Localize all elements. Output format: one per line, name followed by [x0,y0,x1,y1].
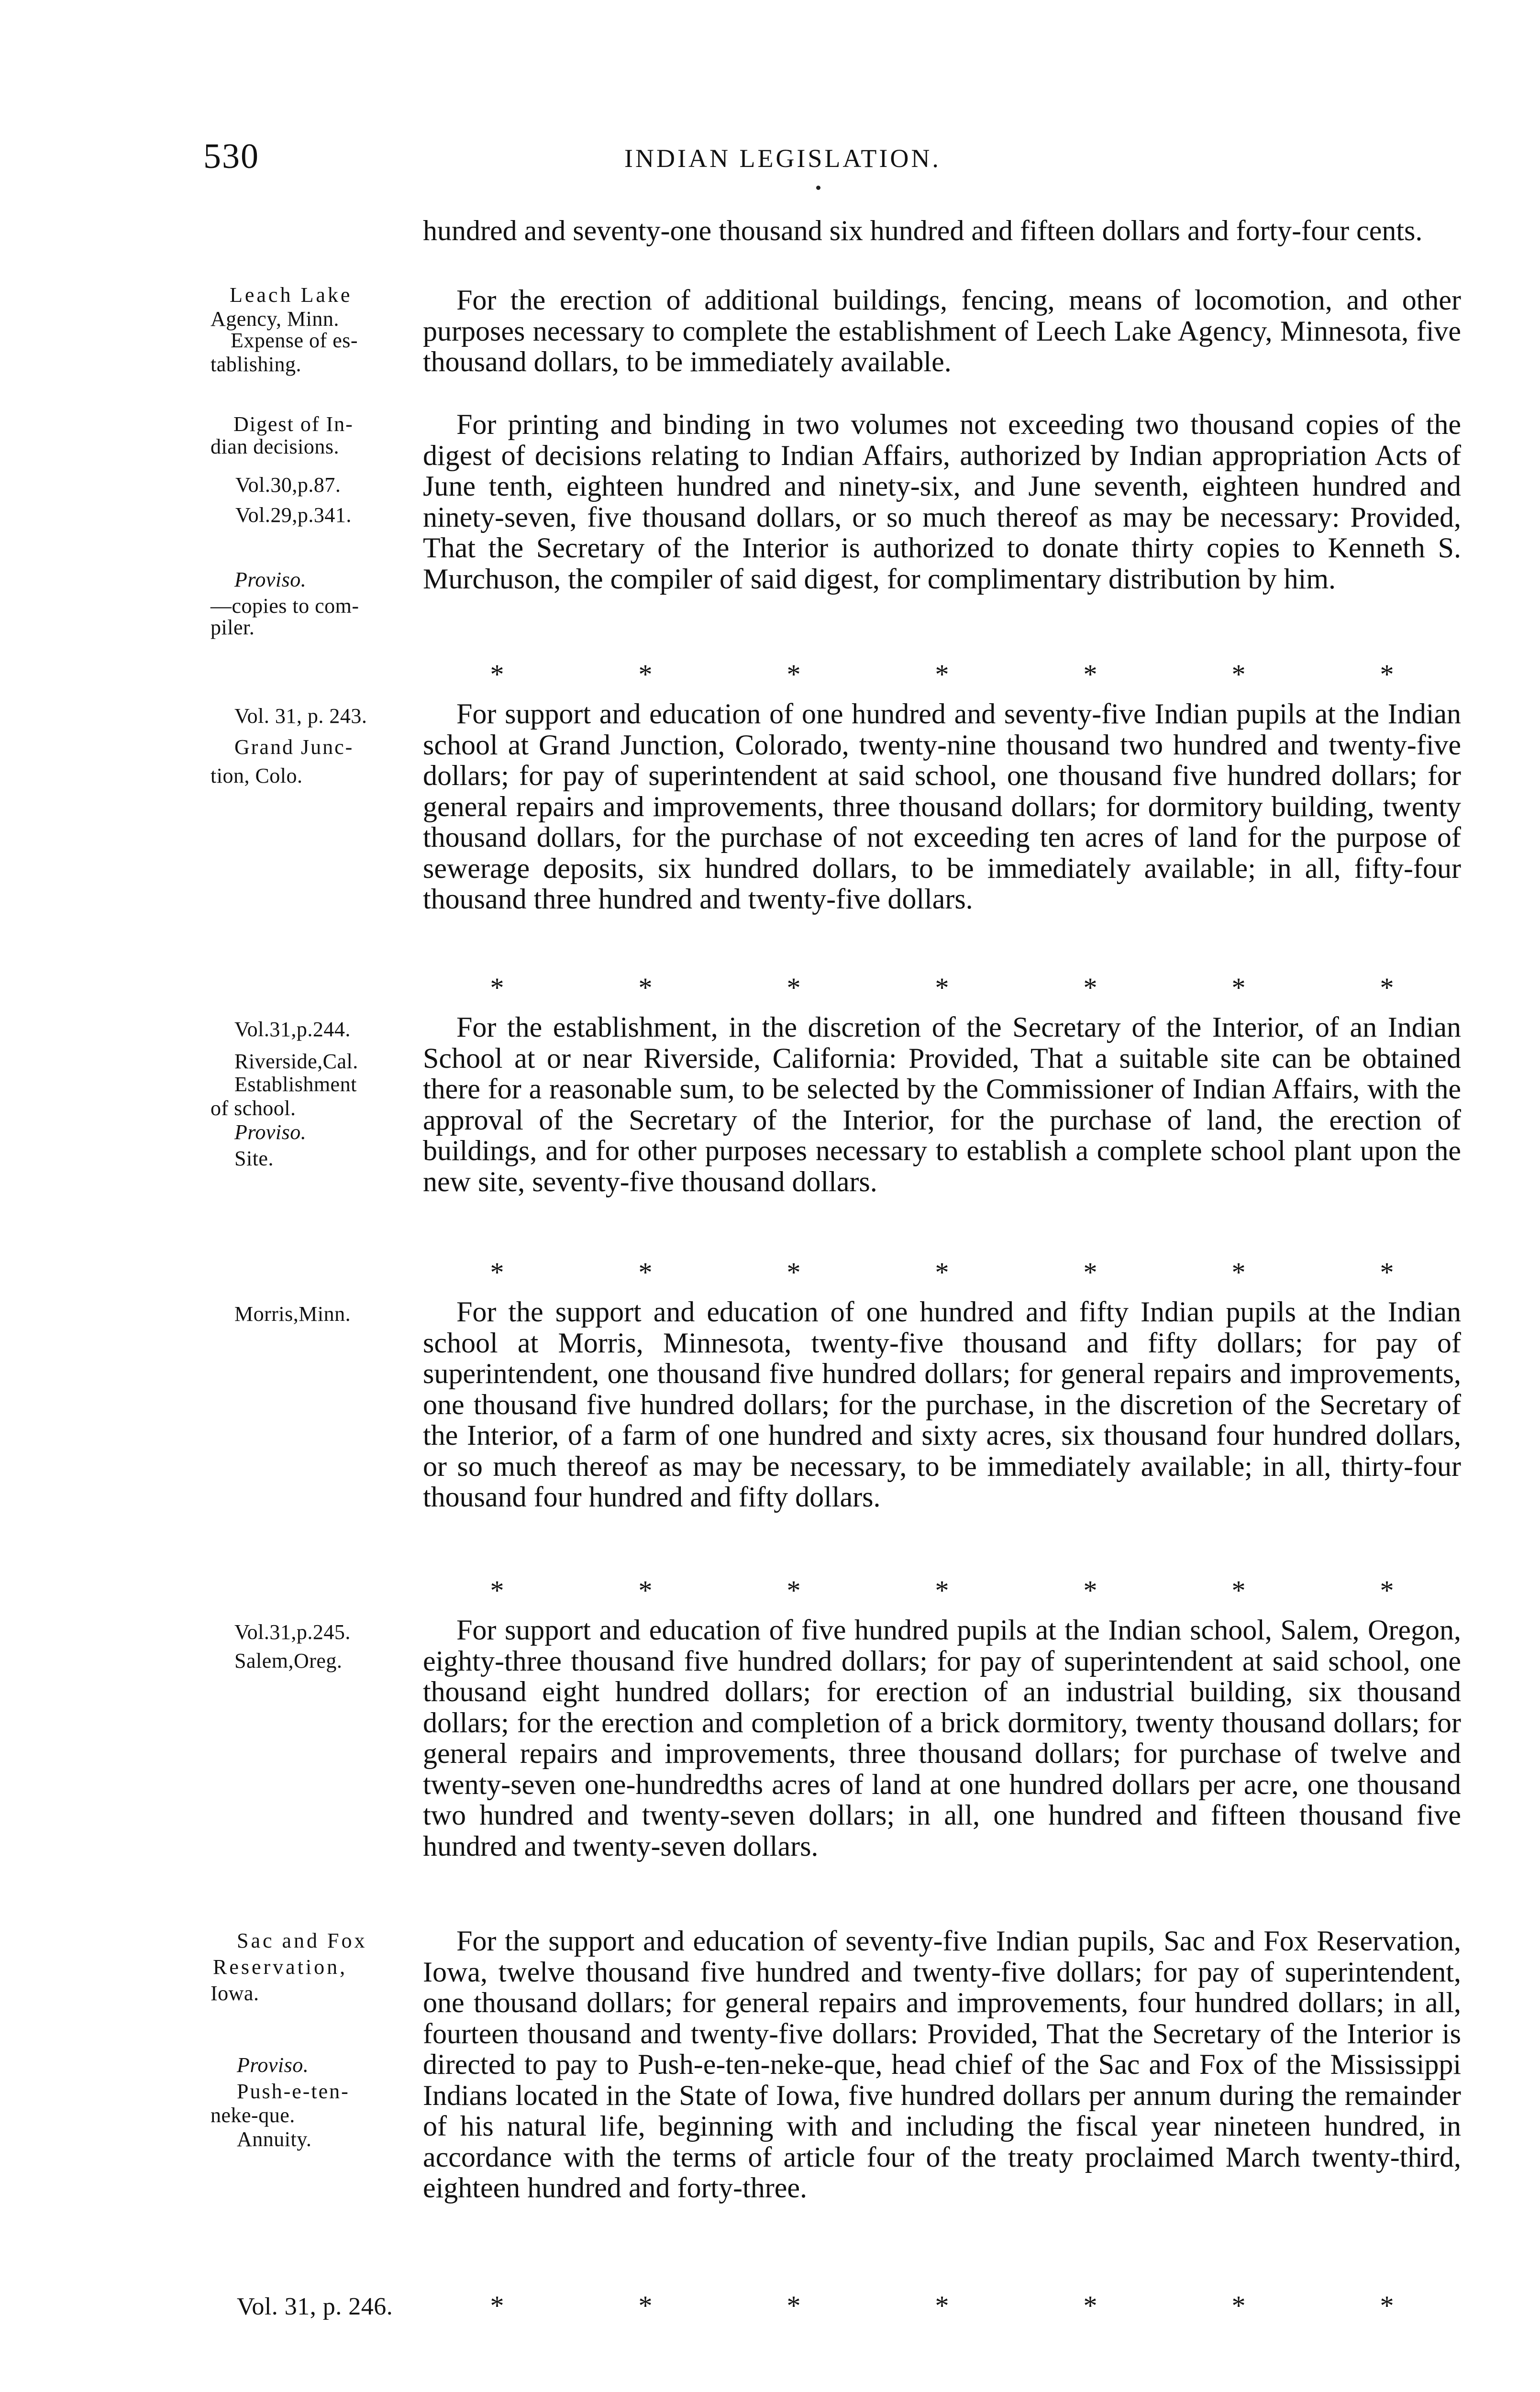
margin-note: Vol. 31, p. 243. [234,704,367,728]
margin-note: Vol. 31, p. 246. [237,2293,393,2320]
margin-note: tablishing. [211,353,302,376]
paragraph-leech-lake: For the erection of additional buildings, fencing, means of locomotion, and other purposes necessary to complete the establishment of Leech Lake Agency, Minnesota, five thousand dollars, to be immediately available. [423,284,1461,377]
page-number: 530 [203,137,259,176]
margin-note: of school. [211,1096,296,1120]
margin-note: Proviso. [234,568,307,591]
margin-note: Vol.31,p.245. [234,1620,351,1644]
page-title: INDIAN LEGISLATION. [624,144,941,173]
margin-note: Digest of In- [233,412,354,436]
margin-note: Vol.30,p.87. [235,473,341,497]
margin-note: Push-e-ten- [237,2080,350,2103]
margin-note: Leach Lake [230,283,353,307]
margin-note: dian decisions. [211,435,340,458]
margin-note: Proviso. [237,2053,309,2077]
margin-note: Grand Junc- [234,735,354,759]
separator-stars: * * * * * * * [490,972,1394,1003]
margin-note: Morris,Minn. [234,1302,351,1326]
ink-dot [816,186,820,190]
margin-note: Proviso. [234,1120,307,1144]
paragraph-grand-junction: For support and education of one hundred and seventy-five Indian pupils at the Indian school at Grand Junction, Colorado, twenty-nine thousand two hundred and twenty-five dollars; for pay of superintendent at said school, one thousand five hundred dollars; for general repairs and improvements, three thousand dollars; for dormitory building, twenty thousand dollars, for the purchase of not exceeding ten acres of land for the purpose of sewerage deposits, six hundred dollars, to be immediately available; in all, fifty-four thousand three hundred and twenty-five dollars. [423,698,1461,915]
margin-note: Agency, Minn. [211,307,339,331]
margin-note: Annuity. [237,2127,312,2151]
separator-stars: * * * * * * * [490,1575,1394,1606]
paragraph-riverside: For the establishment, in the discretion of the Secretary of the Interior, of an Indian School at or near Riverside, California: Provided, That a suitable site can be obtained there for a reasonable sum, to be selected by the Commissioner of Indian Affairs, with the approval of the Secretary of the Interior, for the purchase of land, the erection of buildings, and for other purposes necessary to establish a complete school plant upon the new site, seventy-five thousand dollars. [423,1011,1461,1197]
margin-note: Riverside,Cal. [234,1050,358,1073]
margin-note: piler. [211,616,255,639]
paragraph-continuation: hundred and seventy-one thousand six hundred and fifteen dollars and forty-four cents. [423,215,1423,246]
margin-note: Sac and Fox [237,1929,367,1952]
separator-stars: * * * * * * * [490,659,1394,690]
margin-note: Expense of es- [231,329,358,352]
paragraph-morris: For the support and education of one hundred and fifty Indian pupils at the Indian school at Morris, Minnesota, twenty-five thousand and fifty dollars; for pay of superintendent, one thousand five hundred dollars; for general repairs and improvements, one thousand five hundred dollars; for the purchase, in the discretion of the Secretary of the Interior, of a farm of one hundred and sixty acres, six thousand four hundred dollars, or so much thereof as may be necessary, to be immediately available; in all, thirty-four thousand four hundred and fifty dollars. [423,1296,1461,1513]
margin-note: Salem,Oreg. [234,1649,343,1672]
margin-note: —copies to com- [211,594,359,618]
margin-note: Site. [234,1147,274,1170]
margin-note: Vol.29,p.341. [235,503,352,527]
paragraph-sac-and-fox: For the support and education of seventy-five Indian pupils, Sac and Fox Reservation, Iowa, twelve thousand five hundred and twenty-five dollars; for pay of superintendent, one thousand dollars; for general repairs and improvements, four hundred dollars; in all, fourteen thousand and twenty-five dollars: Provided, That the Secretary of the Interior is directed to pay to Push-e-ten-neke-que, head chief of the Sac and Fox of the Mississippi Indians located in the State of Iowa, five hundred dollars per annum during the remainder of his natural life, beginning with and including the fiscal year nineteen hundred, in accordance with the terms of article four of the treaty proclaimed March twenty-third, eighteen hundred and forty-three. [423,1925,1461,2204]
margin-note: Reservation, [213,1955,348,1979]
separator-stars: * * * * * * * [490,1257,1394,1288]
paragraph-salem: For support and education of five hundred pupils at the Indian school, Salem, Oregon, eighty-three thousand five hundred dollars; for pay of superintendent at said school, one thousand eight hundred dollars; for erection of an industrial building, six thousand dollars; for the erection and completion of a brick dormitory, twenty thousand dollars; for general repairs and improvements, three thousand dollars; for purchase of twelve and twenty-seven one-hundredths acres of land at one hundred dollars per acre, one thousand two hundred and twenty-seven dollars; in all, one hundred and fifteen thousand five hundred and twenty-seven dollars. [423,1614,1461,1862]
margin-note: neke-que. [211,2104,295,2127]
margin-note: tion, Colo. [211,764,303,787]
margin-note: Iowa. [211,1982,259,2005]
paragraph-digest: For printing and binding in two volumes not exceeding two thousand copies of the digest of decisions relating to Indian Affairs, authorized by Indian appropriation Acts of June tenth, eighteen hundred and ninety-six, and June seventh, eighteen hundred and ninety-seven, five thousand dollars, or so much thereof as may be necessary: Provided, That the Secretary of the Interior is authorized to donate thirty copies to Kenneth S. Murchuson, the compiler of said digest, for complimentary distribution by him. [423,409,1461,595]
margin-note: Vol.31,p.244. [234,1018,351,1041]
margin-note: Establishment [234,1073,357,1096]
separator-stars: * * * * * * * [490,2290,1394,2321]
